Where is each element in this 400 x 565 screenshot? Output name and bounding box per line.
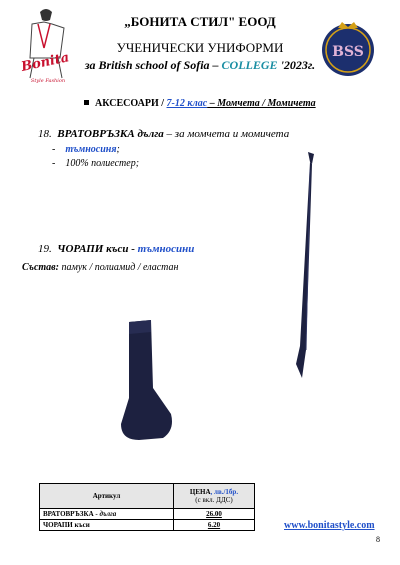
composition-value: памук / полиамид / еластан <box>58 262 179 273</box>
row-price: 26.00 <box>174 509 255 520</box>
page-number: 8 <box>376 535 380 544</box>
header-price-unit: , лв./1бр. <box>210 488 239 496</box>
header-price-label: ЦЕНА <box>189 488 211 496</box>
item-tie-number: 18. <box>38 128 52 140</box>
school-prefix: за British school of Sofia – <box>84 58 222 72</box>
school-suffix: '2023г. <box>277 58 316 72</box>
item-tie-material-line: - 100% полиестер; <box>52 158 140 169</box>
bonita-logo-subtext: Style Fashion <box>30 78 66 84</box>
item-tie-color-punct: ; <box>116 144 120 155</box>
tie-image <box>270 150 330 390</box>
item-tie-color-line: - тъмносиня; <box>52 144 120 155</box>
row-name-italic: дълга <box>99 510 117 518</box>
table-header-row <box>40 484 255 509</box>
section-suffix: – Момчета / Момичета <box>207 98 316 109</box>
composition-label: Състав: <box>22 262 59 273</box>
item-tie-color: тъмносиня <box>65 144 117 155</box>
bonita-logo-text: Bonita <box>20 50 71 75</box>
company-name: „БОНИТА СТИЛ" ЕООД <box>124 14 276 29</box>
school-college: COLLEGE <box>221 58 278 72</box>
sock-image <box>115 318 175 446</box>
row-name <box>40 520 174 531</box>
item-tie-material: 100% полиестер; <box>65 158 140 169</box>
item-socks-name: ЧОРАПИ къси - <box>57 243 138 255</box>
row-price: 6.20 <box>174 520 255 531</box>
price-table <box>39 483 255 531</box>
bss-logo-text: BSS <box>332 44 364 60</box>
header-price <box>174 484 255 509</box>
table-row <box>40 520 255 531</box>
bullet-icon <box>84 100 89 105</box>
row-name <box>40 509 174 520</box>
website-link[interactable]: www.bonitastyle.com <box>284 520 375 531</box>
item-socks-number: 19. <box>38 243 52 255</box>
item-socks-title <box>38 243 194 255</box>
item-tie-desc: – за момчета и момичета <box>163 128 290 140</box>
row-name-text: ВРАТОВРЪЗКА - <box>43 510 100 518</box>
section-heading <box>84 98 316 109</box>
item-socks-composition <box>22 262 178 273</box>
header-price-vat: (с вкл. ДДС) <box>195 496 233 504</box>
section-prefix: АКСЕСОАРИ / <box>95 98 167 109</box>
item-tie-name: ВРАТОВРЪЗКА дълга <box>57 128 164 140</box>
row-name-text: ЧОРАПИ къси <box>43 521 90 529</box>
header-article: Артикул <box>40 484 174 509</box>
page-title: УЧЕНИЧЕСКИ УНИФОРМИ <box>116 40 284 55</box>
item-socks-color: тъмносини <box>137 243 195 255</box>
school-line <box>0 58 400 73</box>
item-tie-title <box>38 128 289 140</box>
section-grades: 7-12 клас <box>166 98 208 109</box>
table-row <box>40 509 255 520</box>
